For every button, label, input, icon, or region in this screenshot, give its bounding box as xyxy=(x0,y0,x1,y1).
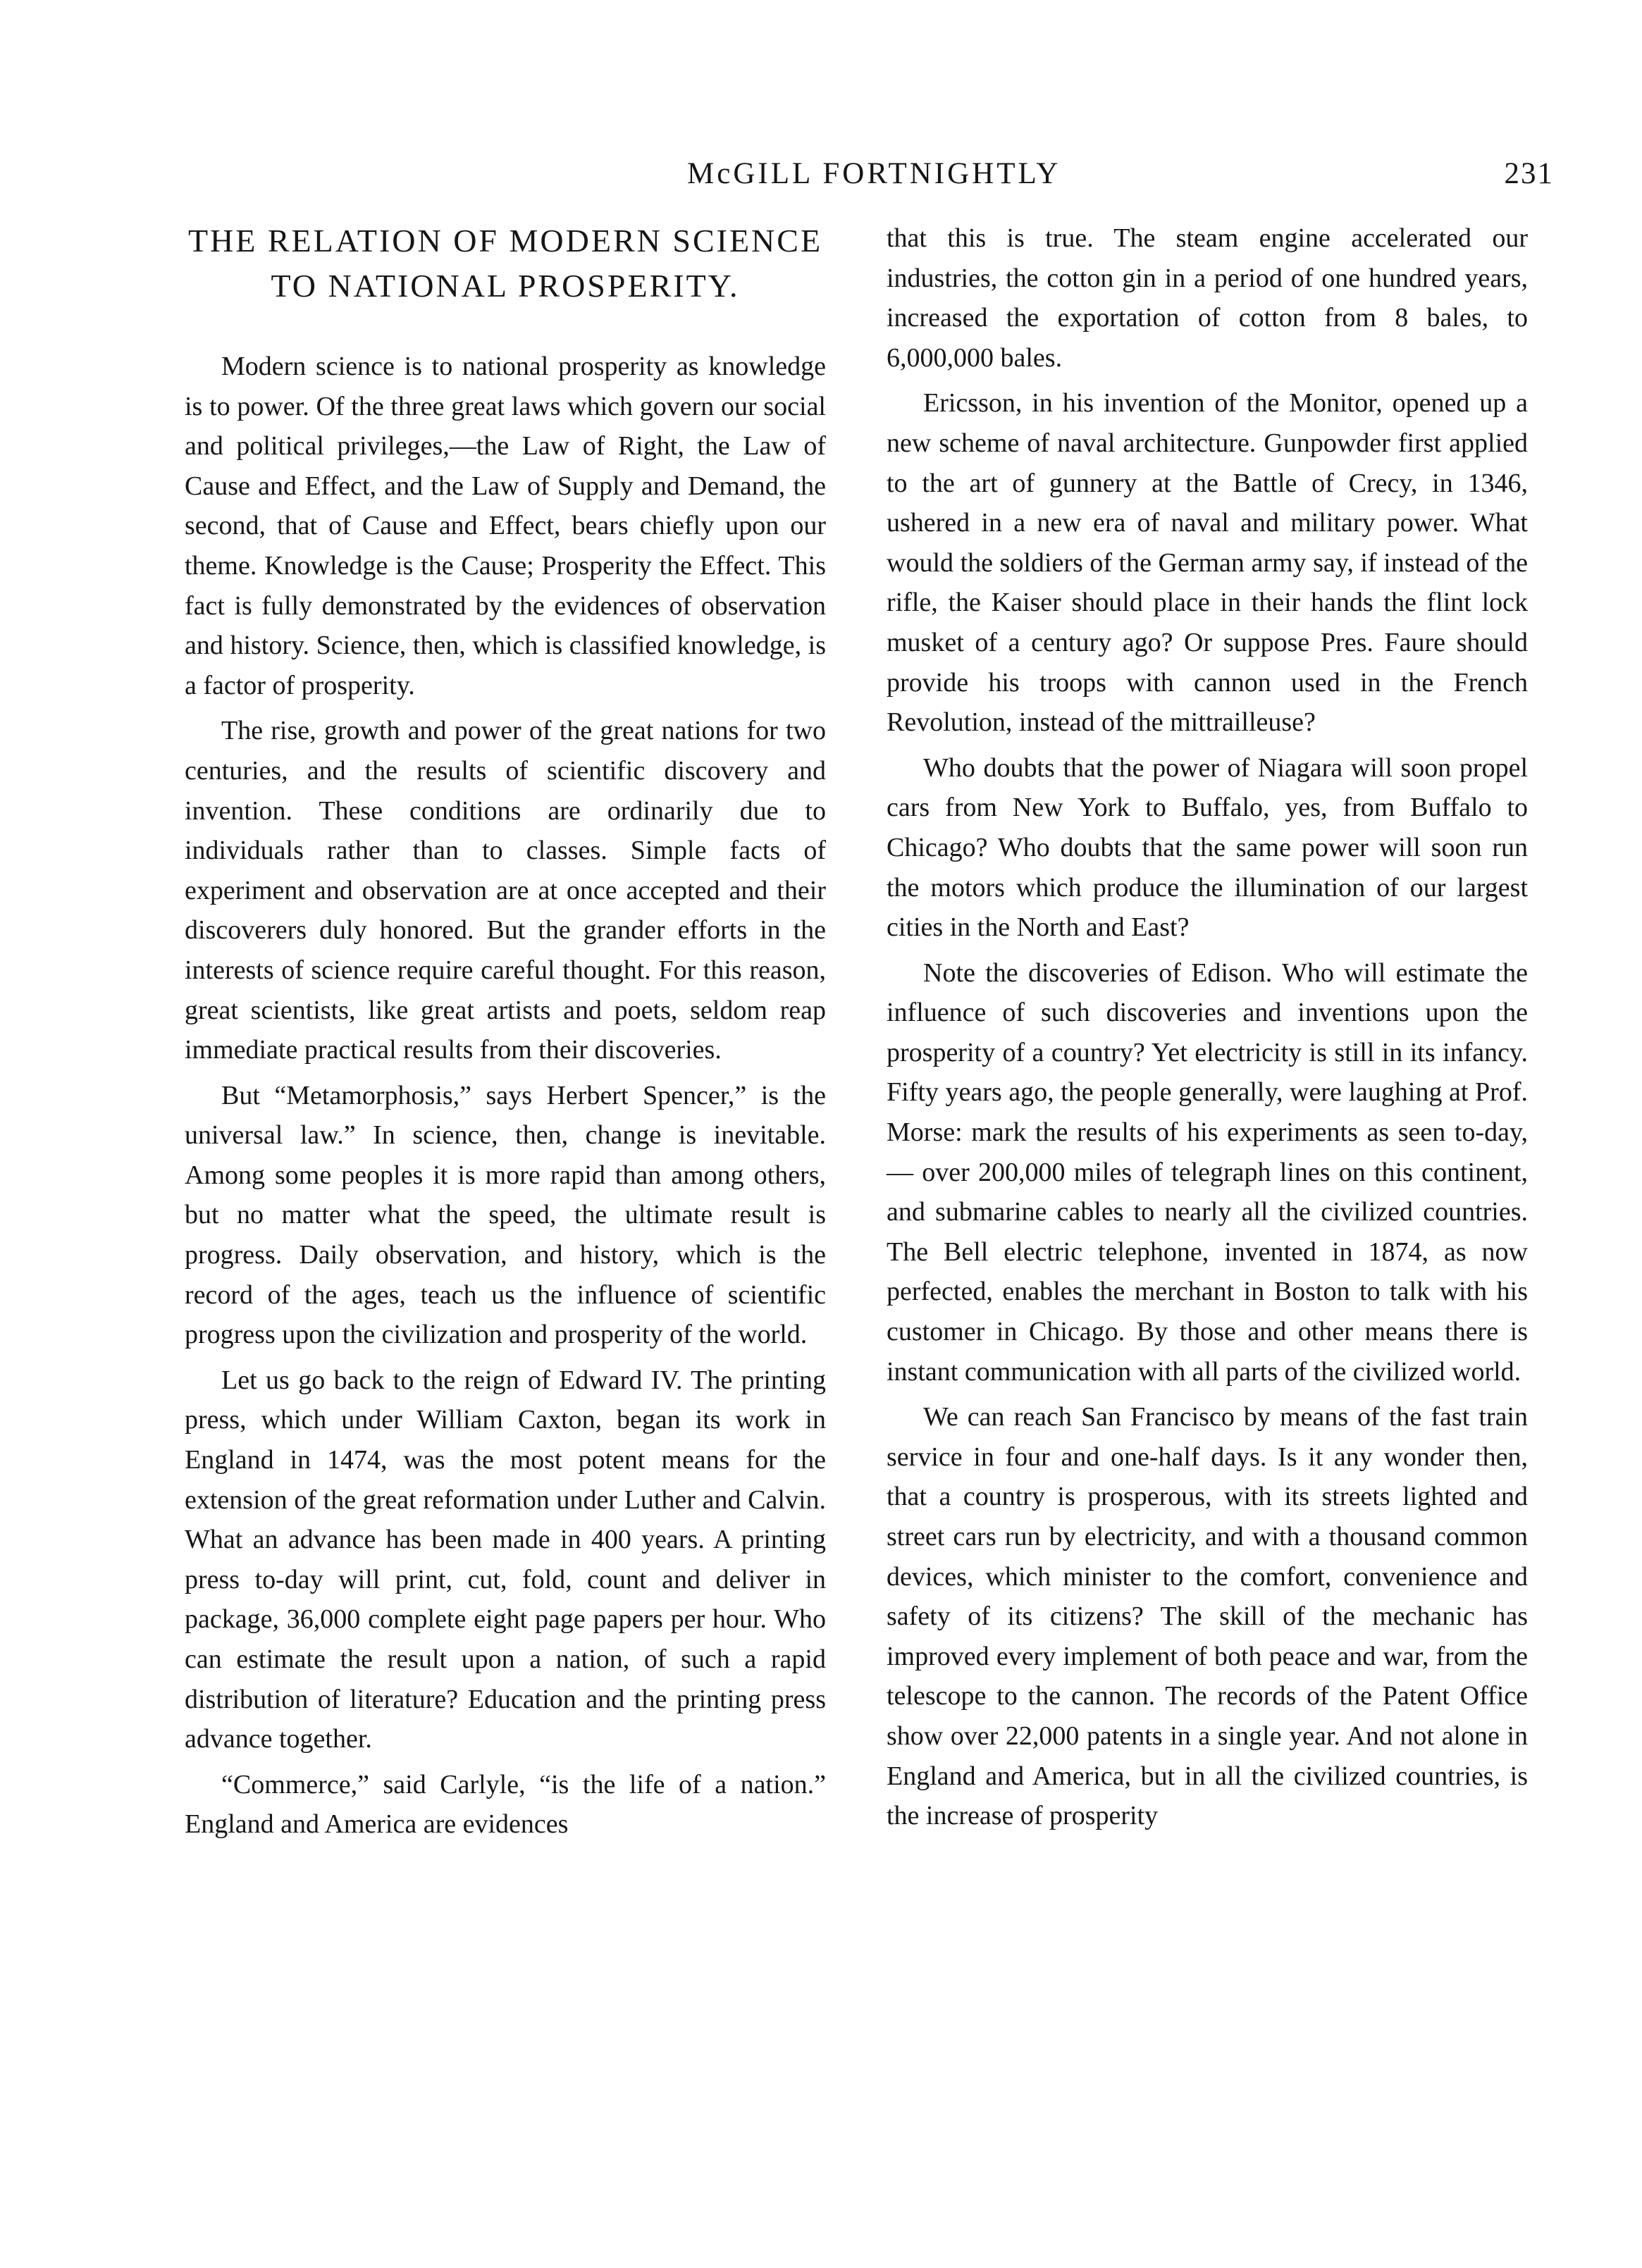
article-title xyxy=(185,218,826,309)
running-header xyxy=(0,156,1642,199)
paragraph: Ericsson, in his invention of the Monitor, opened up a new scheme of naval architecture. Gunpowder first applied to the art of gunnery at the Battle of Crecy, in 1346, ushered in a new era of naval and military power. What would the soldiers of the German army say, if instead of the rifle, the Kaiser should place in their hands the flint lock musket of a century ago? Or suppose Pres. Faure should provide his troops with cannon used in the French Revolution, instead of the mittrailleuse? xyxy=(887,388,1528,738)
paragraph: Who doubts that the power of Niagara will soon propel cars from New York to Buffalo, yes, from Buffalo to Chicago? Who doubts that the same power will soon run the motors which produce the illumination of our largest cities in the North and East? xyxy=(887,752,1528,943)
paragraph-continued: that this is true. The steam engine accelerated our industries, the cotton gin in a period of one hundred years, increased the exportation of cotton from 8 bales, to 6,000,000 bales. xyxy=(887,223,1528,373)
paragraph: The rise, growth and power of the great nations for two centuries, and the results of scientific discovery and invention. These conditions are ordinarily due to individuals rather than to classes. Simple facts of experiment and observation are at once accepted and their discoverers duly honored. But the grander efforts in the interests of science require careful thought. For this reason, great scientists, like great artists and poets, seldom reap immediate practical results from their discoveries. xyxy=(185,716,826,1065)
article-title-line-1: THE RELATION OF MODERN SCIENCE xyxy=(187,223,823,259)
paragraph: Let us go back to the reign of Edward IV. The printing press, which under William Caxton, began its work in England in 1474, was the most potent means for the extension of the great reformation under Luther and Calvin. What an advance has been made in 400 years. A printing press to-day will print, cut, fold, count and deliver in package, 36,000 complete eight page papers per hour. Who can estimate the result upon a nation, of such a rapid distribution of literature? Education and the printing press advance together. xyxy=(185,1365,826,1754)
right-column xyxy=(887,218,1528,1836)
left-column xyxy=(185,218,826,1845)
paragraph: We can reach San Francisco by means of the fast train service in four and one-half days. Is it any wonder then, that a country is prosperous, with its streets lighted and street cars run by electricity, and with a thousand common devices, which minister to the comfort, convenience and safety of its citizens? The skill of the mechanic has improved every implement of both peace and war, from the telescope to the cannon. The records of the Patent Office show over 22,000 patents in a single year. And not alone in England and America, but in all the civilized countries, is the increase of prosperity xyxy=(887,1402,1528,1831)
paragraph: Note the discoveries of Edison. Who will estimate the influence of such discoveries and inventions upon the prosperity of a country? Yet electricity is still in its infancy. Fifty years ago, the people generally, were laughing at Prof. Morse: mark the results of his experiments as seen to-day,— over 200,000 miles of telegraph lines on this continent, and submarine cables to nearly all the civilized countries. The Bell electric telephone, invented in 1874, as now perfected, enables the merchant in Boston to talk with his customer in Chicago. By those and other means there is instant communication with all parts of the civilized world. xyxy=(887,958,1528,1387)
paragraph: Modern science is to national prosperity as knowledge is to power. Of the three great laws which govern our social and political privileges,—the Law of Right, the Law of Cause and Effect, and the Law of Supply and Demand, the second, that of Cause and Effect, bears chiefly upon our theme. Knowledge is the Cause; Prosperity the Effect. This fact is fully demonstrated by the evidences of observation and history. Science, then, which is classified knowledge, is a factor of prosperity. xyxy=(185,352,826,700)
page-number: 231 xyxy=(1504,157,1554,190)
paragraph: “Commerce,” said Carlyle, “is the life of a nation.” England and America are evidences xyxy=(185,1769,826,1840)
article-title-line-2: TO NATIONAL PROSPERITY. xyxy=(271,268,740,304)
paragraph: But “Metamorphosis,” says Herbert Spencer,” is the universal law.” In science, then, change is inevitable. Among some peoples it is more rapid than among others, but no matter what the speed, the ultimate result is progress. Daily observation, and history, which is the record of the ages, teach us the influence of scientific progress upon the civilization and prosperity of the world. xyxy=(185,1080,826,1350)
running-title: McGILL FORTNIGHTLY xyxy=(687,157,1061,190)
